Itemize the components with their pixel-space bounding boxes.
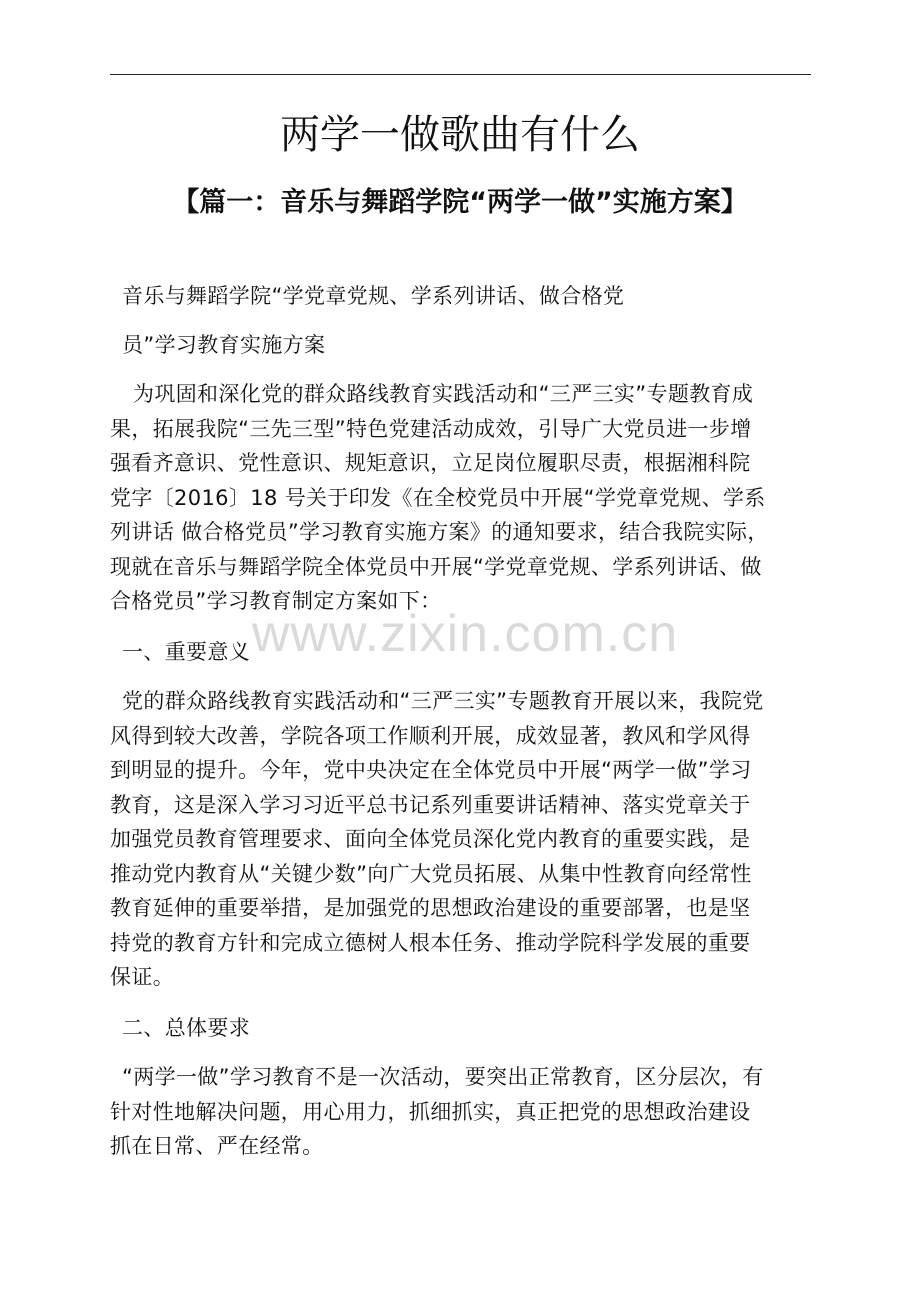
paragraph-line: 果，拓展我院“三先三型”特色党建活动成效，引导广大党员进一步增: [110, 417, 752, 441]
paragraph-line: 加强党员教育管理要求、面向全体党员深化党内教育的重要实践，是: [110, 827, 751, 851]
header-rule: [110, 74, 811, 75]
paragraph-line: 抓在日常、严在经常。: [110, 1134, 324, 1158]
paragraph-line: 教育延伸的重要举措，是加强党的思想政治建设的重要部署，也是坚: [110, 896, 751, 920]
paragraph-line: 保证。: [110, 965, 175, 989]
paragraph-line: 现就在音乐与舞蹈学院全体党员中开展“学党章党规、学系列讲话、做: [110, 555, 762, 579]
paragraph-line: 党的群众路线教育实践活动和“三严三实”专题教育开展以来，我院党: [122, 689, 764, 713]
paragraph-line: 到明显的提升。今年，党中央决定在全体党员中开展“两学一做”学习: [110, 758, 752, 782]
paragraph-line: 强看齐意识、党性意识、规矩意识，立足岗位履职尽责，根据湘科院: [110, 451, 751, 475]
paragraph-line: 针对性地解决问题，用心用力，抓细抓实，真正把党的思想政治建设: [110, 1100, 751, 1124]
paragraph-line: 列讲话 做合格党员”学习教育实施方案》的通知要求，结合我院实际，: [110, 520, 769, 544]
paragraph-line: 合格党员”学习教育制定方案如下：: [110, 589, 442, 613]
heading-line: 音乐与舞蹈学院“学党章党规、学系列讲话、做合格党: [122, 284, 625, 308]
watermark: www.zixin.com.cn: [251, 605, 679, 663]
document-subtitle: 【篇一：音乐与舞蹈学院“两学一做”实施方案】: [172, 187, 748, 218]
section-heading: 二、总体要求: [122, 1016, 251, 1040]
paragraph-line: 持党的教育方针和完成立德树人根本任务、推动学院科学发展的重要: [110, 931, 751, 955]
paragraph-line: 风得到较大改善，学院各项工作顺利开展，成效显著，教风和学风得: [110, 724, 751, 748]
paragraph-line: 党字〔2016〕18 号关于印发《在全校党员中开展“学党章党规、学系: [110, 486, 766, 510]
paragraph-line: 推动党内教育从“关键少数”向广大党员拓展、从集中性教育向经常性: [110, 862, 752, 886]
section-heading: 一、重要意义: [122, 640, 251, 664]
document-title: 两学一做歌曲有什么: [280, 112, 640, 158]
paragraph-line: 教育，这是深入学习习近平总书记系列重要讲话精神、落实党章关于: [110, 793, 751, 817]
paragraph-line: “两学一做”学习教育不是一次活动，要突出正常教育，区分层次，有: [122, 1065, 764, 1089]
paragraph-line: 为巩固和深化党的群众路线教育实践活动和“三严三实”专题教育成: [133, 382, 754, 406]
heading-line: 员”学习教育实施方案: [122, 333, 326, 357]
